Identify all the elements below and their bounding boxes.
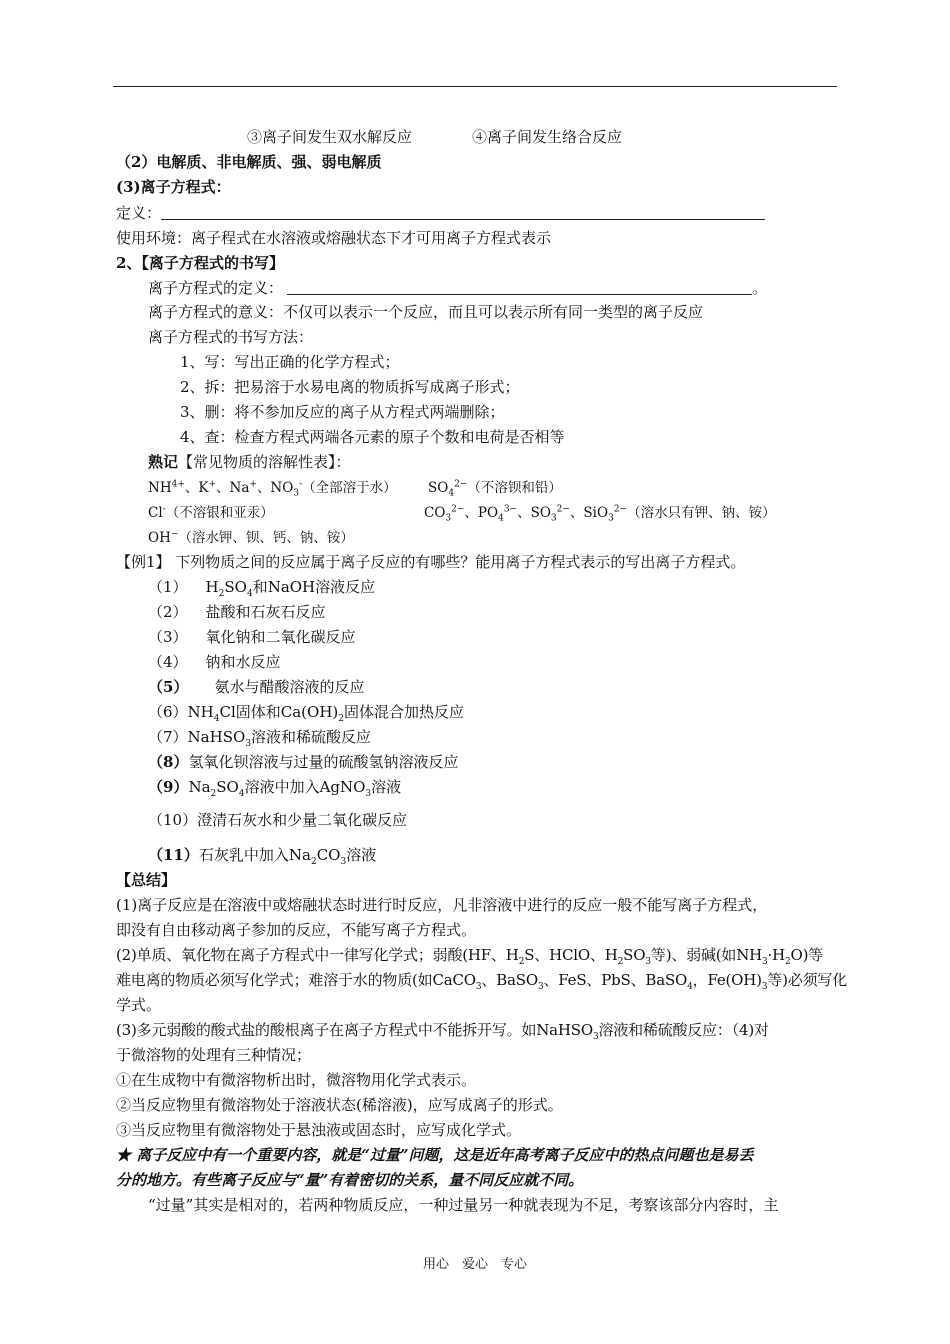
example-item-9: $(9)Na_2SO_4$溶液中加入AgNO$_3$溶液	[148, 778, 402, 799]
solubility-row-2b: $CO_3^{2-}$、$PO_4^{3-}$、$SO_3^{2-}$、SiO$_3^{2-}$（溶水只有钾、钠、铵）	[424, 504, 776, 524]
solubility-row-3: OH−（溶水钾、钡、钙、钠、铵）	[148, 529, 354, 546]
writing-method: 离子方程式的书写方法：	[148, 328, 314, 346]
example-item-7: （7）NaHSO$_3$溶液和稀硫酸反应	[148, 728, 372, 749]
summary-p3a: (3)多元弱酸的酸式盐的酸根离子在离子方程式中不能拆开写。如NaHSO$_3$溶液和稀硫酸反应：（4)对	[116, 1021, 769, 1042]
definition-blank[interactable]	[161, 204, 765, 220]
item-4: ④离子间发生络合反应	[472, 128, 623, 146]
summary-p1b: 即没有自由移动离子参加的反应，不能写离子方程式。	[116, 921, 477, 939]
summary-case-1: ①在生成物中有微溶物析出时，微溶物用化学式表示。	[116, 1071, 477, 1089]
solubility-title: 熟记【常见物质的溶解性表】：	[148, 453, 351, 471]
definition-line	[116, 203, 765, 223]
definition-label: 定义：	[116, 204, 162, 222]
step-split: 2、拆：把易溶于水易电离的物质拆写成离子形式；	[180, 378, 520, 396]
ionic-meaning: 离子方程式的意义：不仅可以表示一个反应，而且可以表示所有同一类型的离子反应	[148, 303, 704, 321]
summary-case-2: ②当反应物里有微溶物处于溶液状态(稀溶液)，应写成离子的形式。	[116, 1096, 563, 1114]
solubility-row-1b: $SO_4^{2-}$（不溶钡和铅）	[428, 479, 562, 499]
summary-p2a: (2)单质、氧化物在离子方程式中一律写化学式；弱酸(HF、$H_2S$、HClO、$H_2SO_3$等)、弱碱(如$NH_3\cdot H_2O$)等	[116, 946, 824, 967]
example-item-2: （2） 盐酸和石灰石反应	[148, 603, 326, 621]
star-line-2: 分的地方。有些离子反应与“量”有着密切的关系，量不同反应就不同。	[116, 1171, 584, 1189]
star-line-1: ★ 离子反应中有一个重要内容，就是“过量”问题，这是近年高考离子反应中的热点问题也是易丢	[116, 1146, 754, 1164]
example-item-8: （8）氢氧化钡溶液与过量的硫酸氢钠溶液反应	[148, 753, 459, 771]
example-1: 【例1】 下列物质之间的反应属于离子反应的有哪些？能用离子方程式表示的写出离子方程式。	[116, 553, 746, 571]
example-item-5: （5） 氨水与醋酸溶液的反应	[148, 678, 365, 696]
example-item-11: （11）石灰乳中加入$Na_2CO_3$溶液	[148, 846, 377, 867]
star-line-3: “过量”其实是相对的，若两种物质反应，一种过量另一种就表现为不足，考察该部分内容时，主	[148, 1196, 779, 1214]
summary-p3b: 于微溶物的处理有三种情况；	[116, 1046, 312, 1064]
solubility-row-1a: $NH^{4+}$、K+、Na+、$NO_3^-$（全部溶于水）	[148, 479, 397, 499]
example-item-3: （3） 氧化钠和二氧化碳反应	[148, 628, 356, 646]
summary-p2b: 难电离的物质必须写化学式；难溶于水的物质(如CaCO$_3$、BaSO$_3$、FeS、PbS、BaSO$_4$，$Fe(OH)_3$等)必须写化	[116, 971, 847, 992]
example-item-4: （4） 钠和水反应	[148, 653, 281, 671]
summary-case-3: ③当反应物里有微溶物处于悬浊液或固态时，应写成化学式。	[116, 1121, 522, 1139]
items-3-4	[247, 127, 622, 147]
step-delete: 3、删：将不参加反应的离子从方程式两端删除；	[180, 403, 505, 421]
summary-p1a: (1)离子反应是在溶液中或熔融状态时进行时反应，凡非溶液中进行的反应一般不能写离子方程式，	[116, 896, 768, 914]
section-2-heading: （2）电解质、非电解质、强、弱电解质	[116, 153, 382, 171]
section-3-heading: (3)离子方程式：	[116, 178, 231, 196]
example-item-6: $(6)NH_4Cl$固体和$Ca(OH)_2$固体混合加热反应	[148, 703, 465, 724]
summary-p2c: 学式。	[116, 996, 162, 1014]
part2-heading: 2、【离子方程式的书写】	[116, 254, 284, 272]
header-rule	[113, 86, 837, 87]
ionic-definition-blank[interactable]	[287, 279, 752, 295]
item-3: ③离子间发生双水解反应	[247, 128, 413, 146]
step-write: 1、写：写出正确的化学方程式；	[180, 353, 400, 371]
ionic-definition-line: 离子方程式的定义： 。	[148, 279, 768, 297]
example-item-1: （1） $H_2SO_4$和NaOH溶液反应	[148, 578, 376, 599]
summary-heading: 【总结】	[116, 871, 177, 889]
example-item-10: （10）澄清石灰水和少量二氧化碳反应	[148, 811, 408, 829]
page-footer: 用心 爱心 专心	[422, 1257, 527, 1272]
solubility-row-2a: Cl-（不溶银和亚汞）	[148, 504, 274, 521]
step-check: 4、查：检查方程式两端各元素的原子个数和电荷是否相等	[180, 428, 565, 446]
usage-text: 使用环境：离子程式在水溶液或熔融状态下才可用离子方程式表示	[116, 229, 552, 247]
